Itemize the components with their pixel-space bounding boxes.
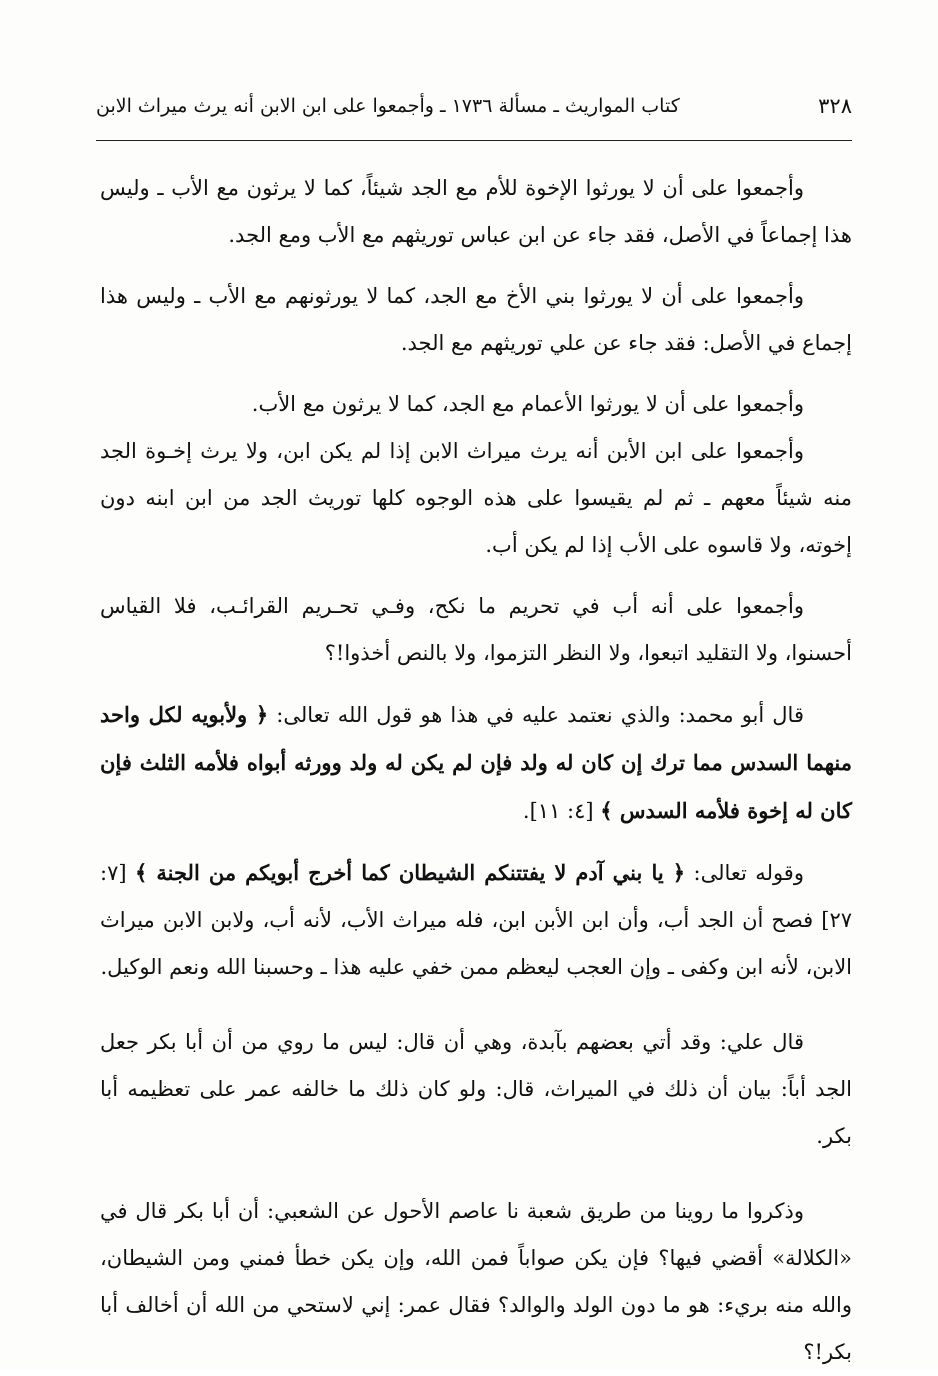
- paragraph-nephews: وأجمعوا على أن لا يورثوا بني الأخ مع الجد، كما لا يورثونهم مع الأب ـ وليس هذا إجماع في الأصل: فقد جاء عن علي توريثهم مع الجد.: [100, 284, 852, 355]
- paragraph-second-verse: [100, 849, 852, 991]
- quran-verse: ﴿ ولأبويه لكل واحد منهما السدس مما ترك إن كان له ولد فإن لم يكن له ولد وورثه أبواه فلأمه الثلث فإن كان له إخوة فلأمه السدس ﴾: [100, 702, 852, 823]
- quran-verse: ﴿ يا بني آدم لا يفتتنكم الشيطان كما أخرج أبويكم من الجنة ﴾: [135, 860, 686, 885]
- paragraph-uncles: وأجمعوا على أن لا يورثوا الأعمام مع الجد، كما لا يرثون مع الأب.: [251, 392, 804, 416]
- paragraph-ali: قال علي: وقد أتي بعضهم بآبدة، وهي أن قال: ليس ما روي من أن أبا بكر جعل الجد أباً: بيان أن ذلك في الميراث، قال: ولو كان ذلك ما خالفه عمر على تعظيمه أبا بكر.: [100, 1030, 852, 1148]
- paragraph-intro: قال أبو محمد: والذي نعتمد عليه في هذا هو قول الله تعالى:: [276, 703, 804, 727]
- page-header: [96, 86, 852, 126]
- header-rule: [96, 140, 852, 141]
- paragraph-abu-muhammad: [100, 691, 852, 835]
- verse-reference: [٤: ١١].: [522, 799, 594, 823]
- paragraph-continuation: [٧: ٢٧] فصح أن الجد أب، وأن ابن الأبن ابن، فله ميراث الأب، لأنه أب، ولابن الابن ميراث الابن، لأنه ابن وكفى ـ وإن العجب ليعظم ممن خفي عليه هذا ـ وحسبنا الله ونعم الوكيل.: [100, 861, 852, 979]
- paragraph-grandson: وأجمعوا على ابن الأبن أنه يرث ميراث الابن إذا لم يكن ابن، ولا يرث إخـوة الجد منه شيئاً معهم ـ ثم لم يقيسوا على هذه الوجوه كلها توريث الجد من ابن ابنه دون إخوته، ولا قاسوه على الأب إذا لم يكن أب.: [100, 439, 852, 557]
- paragraph-prohibition: وأجمعوا على أنه أب في تحريم ما نكح، وفـي تحـريم القرائـب، فلا القياس أحسنوا، ولا التقليد اتبعوا، ولا النظر التزموا، ولا بالنص أخذوا!؟: [100, 594, 852, 665]
- paragraph-intro: وقوله تعالى:: [693, 861, 804, 885]
- paragraph-maternal-siblings: وأجمعوا على أن لا يورثوا الإخوة للأم مع الجد شيئاً، كما لا يرثون مع الأب ـ وليس هذا إجماعاً في الأصل، فقد جاء عن ابن عباس توريثهم مع الأب ومع الجد.: [100, 176, 852, 247]
- page-body: [100, 165, 852, 1376]
- paragraph-kalala: وذكروا ما روينا من طريق شعبة نا عاصم الأحول عن الشعبي: أن أبا بكر قال في «الكلالة» أقضي فيها؟ فإن يكن صواباً فمن الله، وإن يكن خطأ فمني ومن الشيطان، والله منه بريء: هو ما دون الولد والوالد؟ فقال عمر: إني لاستحي من الله أن أخالف أبا بكر!؟: [100, 1199, 852, 1364]
- running-title: كتاب المواريث ـ مسألة ١٧٣٦ ـ وأجمعوا على ابن الابن أنه يرث ميراث الابن: [96, 95, 680, 117]
- page-number: ٣٢٨: [818, 94, 852, 118]
